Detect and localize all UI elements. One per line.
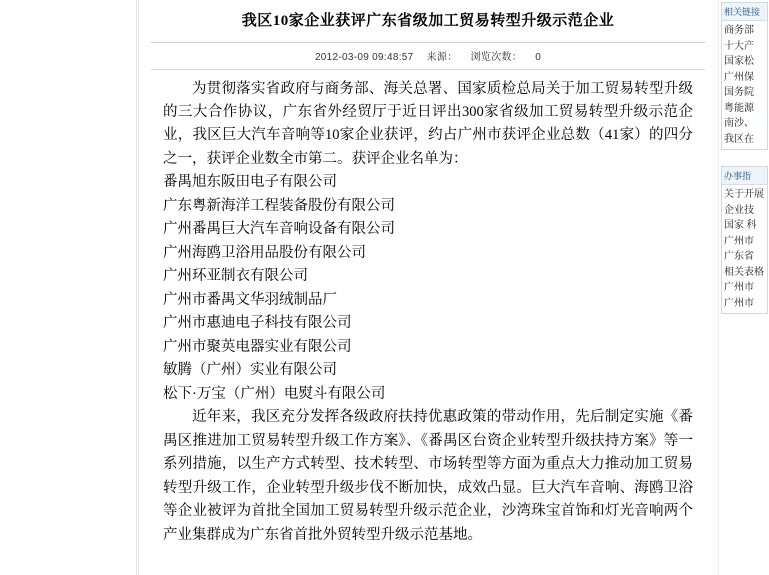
sidebar-item-link-4[interactable]: 国务院 xyxy=(724,87,754,98)
sidebar-item-guide-4[interactable]: 广东省 xyxy=(724,251,754,262)
list-item: 广州环亚制衣有限公司 xyxy=(163,268,308,285)
left-margin-strip xyxy=(0,0,139,575)
sidebar-panel-guides-header: 办事指 xyxy=(722,167,767,185)
list-item: 松下·万宝（广州）电熨斗有限公司 xyxy=(163,385,386,402)
sidebar-item-guide-3[interactable]: 广州市 xyxy=(724,235,754,247)
views-count: 0 xyxy=(535,51,542,63)
sidebar-item-link-5[interactable]: 粤能源 xyxy=(724,102,754,114)
list-item: 番禺旭东阪田电子有限公司 xyxy=(163,174,337,191)
sidebar-item-link-1[interactable]: 十大产 xyxy=(724,40,754,52)
left-margin-rule xyxy=(136,0,137,575)
sidebar-item-guide-5[interactable]: 相关表格 xyxy=(724,266,764,278)
sidebar-item-link-0[interactable]: 商务部 xyxy=(724,25,754,36)
right-sidebar xyxy=(718,0,769,575)
sidebar-item-guide-0[interactable]: 关于开展 xyxy=(724,189,764,200)
sidebar-panel-links xyxy=(721,2,768,150)
list-item: 广州市聚英电器实业有限公司 xyxy=(163,338,352,355)
sidebar-item-guide-1[interactable]: 企业技 xyxy=(724,204,754,216)
sidebar-item-link-7[interactable]: 我区在 xyxy=(724,133,754,145)
views-label: 浏览次数： xyxy=(470,51,523,63)
publish-date: 2012-03-09 09:48:57 xyxy=(314,51,414,63)
paragraph-intro: 为贯彻落实省政府与商务部、海关总署、国家质检总局关于加工贸易转型升级的三大合作协议，广东省外经贸厅于近日评出300家省级加工贸易转型升级示范企业，我区巨大汽车音响等10家企业获评，约占广州市获评企业总数（41家）的四分之一，获评企业数全市第二。获评企业名单为： xyxy=(163,80,693,167)
company-list xyxy=(163,171,693,406)
sidebar-item-link-2[interactable]: 国家松 xyxy=(724,56,754,67)
meta-divider xyxy=(151,69,705,70)
list-item: 广州市惠迪电子科技有限公司 xyxy=(163,315,352,332)
article-body xyxy=(139,78,717,548)
list-item: 广州市番禺文华羽绒制品厂 xyxy=(163,291,337,308)
article-meta xyxy=(139,43,717,69)
source-label: 来源： xyxy=(426,51,458,63)
list-item: 广州海鸥卫浴用品股份有限公司 xyxy=(163,244,366,261)
sidebar-panel-guides xyxy=(721,166,768,314)
list-item: 广州番禺巨大汽车音响设备有限公司 xyxy=(163,221,395,238)
paragraph-conclusion: 近年来，我区充分发挥各级政府扶持优惠政策的带动作用，先后制定实施《番禺区推进加工贸易转型升级工作方案》、《番禺区台资企业转型升级扶持方案》等一系列措施，以生产方式转型、技术转型、市场转型等方面为重点大力推动加工贸易转型升级工作，企业转型升级步伐不断加快，成效凸显。巨大汽车音响、海鸥卫浴等企业被评为首批全国加工贸易转型升级示范企业，沙湾珠宝首饰和灯光音响两个产业集群成为广东省首批外贸转型升级示范基地。 xyxy=(163,409,693,543)
article-container xyxy=(139,0,717,575)
sidebar-item-link-6[interactable]: 南沙、 xyxy=(724,118,754,129)
sidebar-item-guide-6[interactable]: 广州市 xyxy=(724,282,754,293)
list-item: 敏腾（广州）实业有限公司 xyxy=(163,362,337,379)
sidebar-links-list xyxy=(722,21,767,149)
sidebar-guides-list xyxy=(722,185,767,313)
sidebar-gap xyxy=(719,156,769,164)
page-title: 我区10家企业获评广东省级加工贸易转型升级示范企业 xyxy=(241,13,615,29)
sidebar-panel-links-header: 相关链接 xyxy=(722,3,767,21)
sidebar-item-link-3[interactable]: 广州保 xyxy=(724,71,754,83)
sidebar-item-guide-7[interactable]: 广州市 xyxy=(724,297,754,309)
list-item: 广东粤新海洋工程装备股份有限公司 xyxy=(163,197,395,214)
sidebar-item-guide-2[interactable]: 国家 科 xyxy=(724,220,757,231)
